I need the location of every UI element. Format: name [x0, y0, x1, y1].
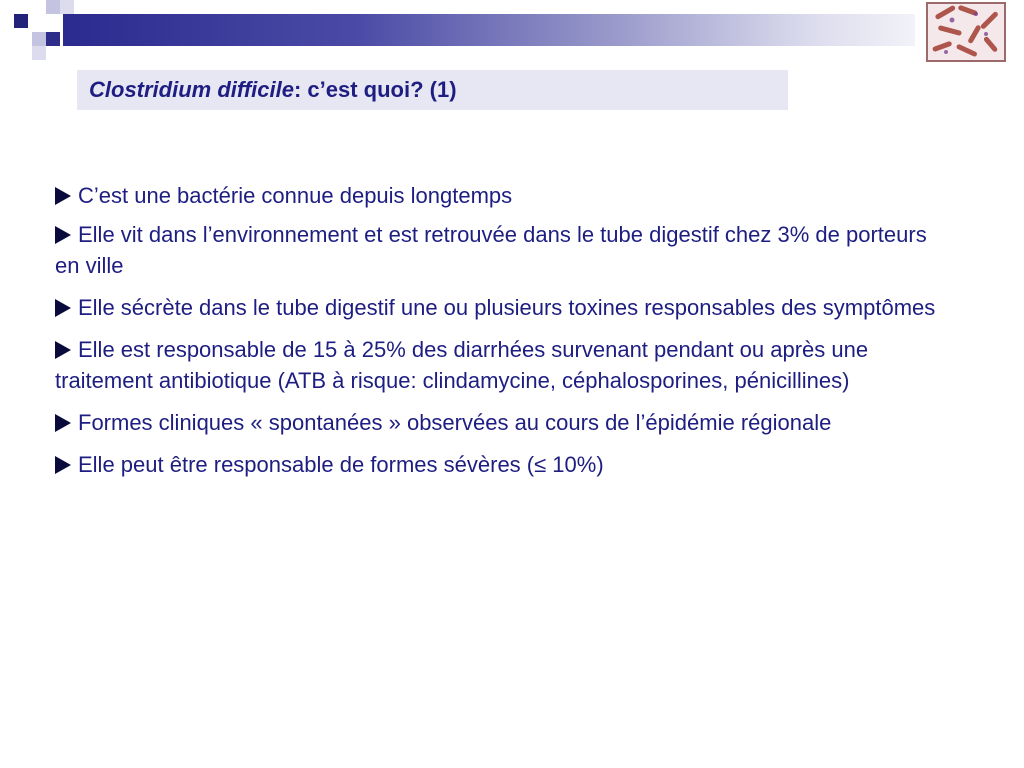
bullet-text: Elle peut être responsable de formes sévères (≤ 10%): [78, 452, 604, 477]
bullet-item: [55, 292, 955, 323]
header-band-divider: [60, 14, 63, 46]
bullet-text: C’est une bactérie connue depuis longtemps: [78, 183, 513, 208]
right-triangle-icon: [55, 187, 71, 205]
bacteria-micrograph-image: [926, 2, 1006, 62]
bullet-item: [55, 449, 955, 480]
header-gradient-band: [60, 14, 915, 46]
bullet-item: [55, 334, 955, 396]
bullet-text: Elle est responsable de 15 à 25% des diarrhées survenant pendant ou après une traitement antibiotique (ATB à risque: clindamycine, céphalosporines, pénicillines): [55, 337, 869, 393]
bullet-item: [55, 407, 955, 438]
bullet-text: Elle vit dans l’environnement et est retrouvée dans le tube digestif chez 3% de porteurs en ville: [55, 222, 927, 278]
bullet-item: [55, 180, 955, 211]
slide-title-rest: : c’est quoi? (1): [293, 77, 457, 102]
slide-title-box: [77, 70, 788, 110]
right-triangle-icon: [55, 414, 71, 432]
slide-title-italic: Clostridium difficile: [89, 77, 294, 102]
right-triangle-icon: [55, 341, 71, 359]
bullet-item: [55, 219, 955, 281]
bullet-text: Formes cliniques « spontanées » observées au cours de l’épidémie régionale: [78, 410, 832, 435]
right-triangle-icon: [55, 456, 71, 474]
bullet-text: Elle sécrète dans le tube digestif une ou plusieurs toxines responsables des symptômes: [78, 295, 936, 320]
right-triangle-icon: [55, 299, 71, 317]
slide-title: [89, 77, 457, 103]
right-triangle-icon: [55, 226, 71, 244]
bullet-list: [55, 180, 955, 491]
